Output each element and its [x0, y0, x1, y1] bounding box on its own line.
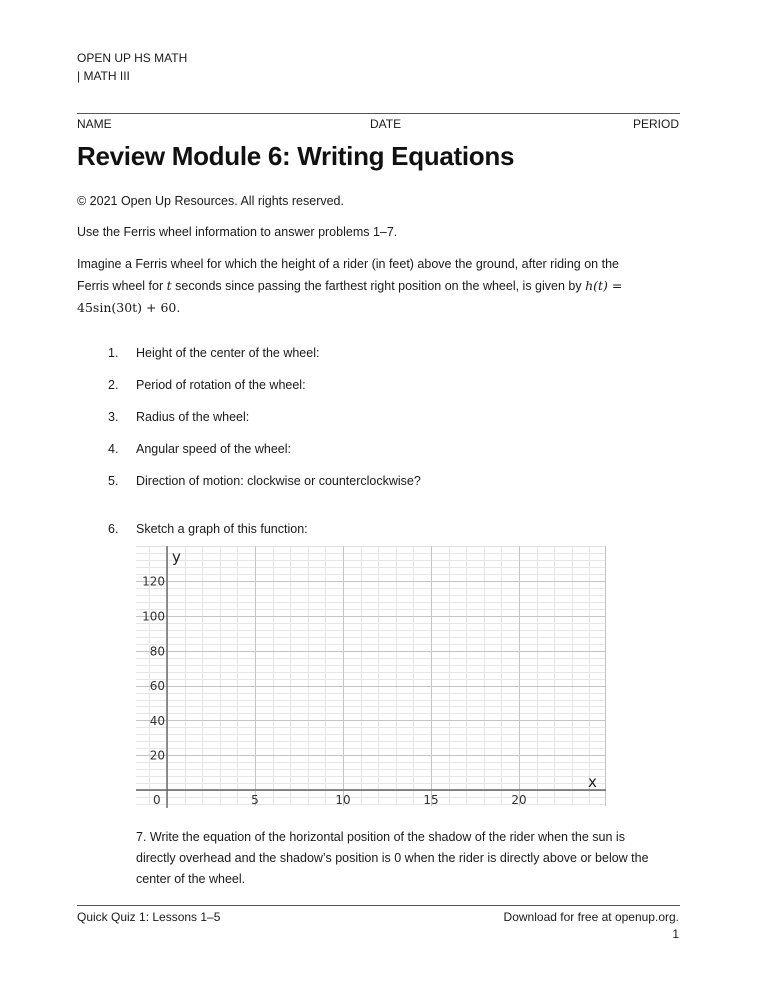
question-4 — [108, 442, 291, 456]
question-number: 2. — [108, 378, 119, 392]
x-tick-label: 10 — [335, 793, 351, 807]
period-label: PERIOD — [632, 117, 679, 131]
function-h: h(t) = — [585, 278, 623, 293]
y-tick-label: 40 — [149, 713, 165, 728]
question-7-line-3: center of the wheel. — [136, 872, 246, 886]
intro-text: seconds since passing the farthest right position on the wheel, is given by — [171, 279, 586, 293]
y-axis-label: y — [172, 548, 181, 566]
question-6 — [108, 522, 308, 536]
minor-grid — [136, 546, 606, 806]
origin-label: 0 — [153, 793, 161, 807]
date-label: DATE — [370, 117, 402, 131]
copyright-text: © 2021 Open Up Resources. All rights reserved. — [77, 194, 344, 208]
course-title: OPEN UP HS MATH — [77, 51, 188, 65]
instructions-text: Use the Ferris wheel information to answer problems 1–7. — [77, 225, 398, 239]
question-5 — [108, 474, 421, 488]
question-text: Sketch a graph of this function: — [136, 522, 308, 536]
question-number: 6. — [108, 522, 119, 536]
x-axis-label: x — [588, 773, 597, 791]
y-tick-label: 120 — [142, 574, 165, 589]
x-tick-label: 20 — [511, 793, 527, 807]
y-tick-label: 80 — [149, 644, 165, 659]
course-subtitle: | MATH III — [77, 69, 130, 83]
x-tick-label: 5 — [251, 793, 259, 807]
x-tick-label: 15 — [423, 793, 439, 807]
footer-left: Quick Quiz 1: Lessons 1–5 — [77, 910, 221, 924]
question-number: 1. — [108, 346, 119, 360]
y-tick-label: 60 — [149, 679, 165, 694]
question-number: 5. — [108, 474, 119, 488]
question-text: Angular speed of the wheel: — [136, 442, 291, 456]
intro-equation: 45sin(30t) + 60. — [77, 300, 181, 315]
footer-right: Download for free at openup.org. — [503, 910, 679, 924]
y-tick-label: 20 — [149, 748, 165, 763]
intro-paragraph — [77, 254, 677, 318]
header-rule — [77, 113, 680, 114]
page-number: 1 — [672, 927, 679, 941]
page-title: Review Module 6: Writing Equations — [77, 141, 515, 171]
intro-line-1: Imagine a Ferris wheel for which the height of a rider (in feet) above the ground, after riding on the — [77, 257, 619, 271]
footer-rule — [77, 905, 680, 906]
question-7-line-1: 7. Write the equation of the horizontal position of the shadow of the rider when the sun is — [136, 830, 625, 844]
question-text: Direction of motion: clockwise or counterclockwise? — [136, 474, 421, 488]
question-3 — [108, 410, 249, 424]
y-tick-label: 100 — [142, 609, 165, 624]
question-7 — [136, 827, 696, 890]
major-grid — [136, 546, 606, 806]
question-text: Height of the center of the wheel: — [136, 346, 320, 360]
question-text: Period of rotation of the wheel: — [136, 378, 306, 392]
question-number: 4. — [108, 442, 119, 456]
question-1 — [108, 346, 319, 360]
variable-t: t — [166, 278, 172, 293]
blank-coordinate-graph — [136, 546, 608, 808]
question-number: 3. — [108, 410, 119, 424]
question-7-line-2: directly overhead and the shadow’s position is 0 when the rider is directly above or below the — [136, 851, 649, 865]
intro-line-2 — [77, 275, 677, 297]
question-text: Radius of the wheel: — [136, 410, 250, 424]
name-label: NAME — [77, 117, 112, 131]
question-2 — [108, 378, 306, 392]
intro-text: Ferris wheel for — [77, 279, 167, 293]
